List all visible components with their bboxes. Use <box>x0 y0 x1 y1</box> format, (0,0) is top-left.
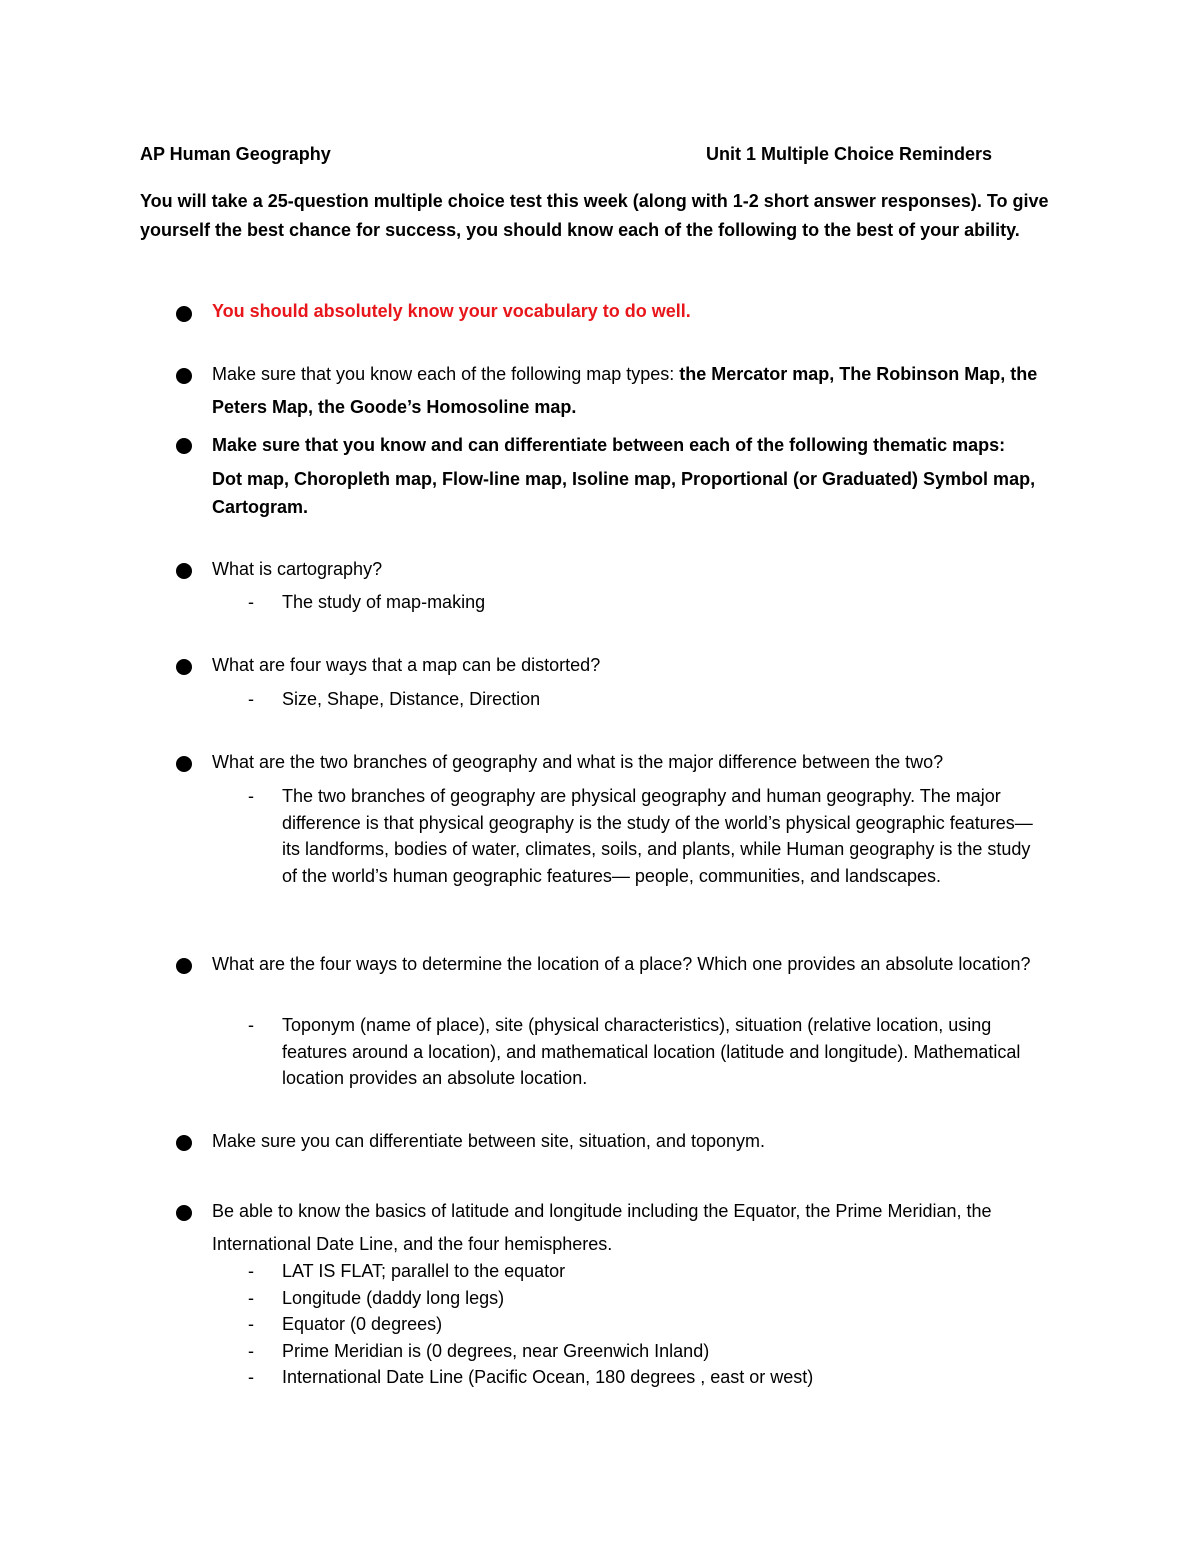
sub-item-text: Equator (0 degrees) <box>282 1314 443 1334</box>
bullet-dot <box>176 306 192 322</box>
bullet-map-types-list: the Mercator map, The Robinson Map, the Peters Map, the Goode’s Homosoline map. <box>212 364 1038 417</box>
sub-item <box>248 1364 1060 1391</box>
sub-item <box>248 1311 1060 1338</box>
sub-item-text: The two branches of geography are physical geography and human geography. The major difference is that physical geography is the study of the world’s physical geographic features—its landforms, bodies of water, climates, soils, and plants, while Human geography is the study of the world’s human geographic features— people, communities, and landscapes. <box>282 786 1033 886</box>
sub-list-location <box>248 1012 1060 1092</box>
bullet-thematic-maps <box>212 428 1062 521</box>
bullet-vocabulary: You should absolutely know your vocabulary to do well. <box>212 301 691 321</box>
bullet-dot <box>176 958 192 974</box>
bullet-branches: What are the two branches of geography and what is the major difference between the two? <box>212 752 944 772</box>
sub-item-text: Longitude (daddy long legs) <box>282 1287 505 1308</box>
sub-item-text: Prime Meridian is (0 degrees, near Greenwich Inland) <box>282 1340 710 1361</box>
dash-marker: - <box>248 1367 254 1387</box>
bullet-dot <box>176 368 192 384</box>
bullet-dot <box>176 756 192 772</box>
sub-item <box>248 1258 1060 1285</box>
dash-marker: - <box>248 689 254 709</box>
sub-list-cartography <box>248 589 1060 616</box>
unit-title: Unit 1 Multiple Choice Reminders <box>706 144 993 164</box>
sub-item <box>248 1012 1060 1092</box>
dash-marker: - <box>248 1287 254 1308</box>
bullet-cartography: What is cartography? <box>212 559 383 579</box>
dash-marker: - <box>248 786 254 806</box>
sub-item-text: The study of map-making <box>282 592 486 612</box>
sub-item-text: International Date Line (Pacific Ocean, 180 degrees , east or west) <box>282 1367 814 1387</box>
bullet-dot <box>176 659 192 675</box>
sub-item-text: LAT IS FLAT; parallel to the equator <box>282 1261 566 1281</box>
sub-item <box>248 589 1060 616</box>
sub-item <box>248 686 1060 713</box>
sub-item <box>248 783 1060 889</box>
bullet-site-situation: Make sure you can differentiate between site, situation, and toponym. <box>212 1131 765 1151</box>
bullet-distortion: What are four ways that a map can be distorted? <box>212 655 601 675</box>
sub-list-distortion <box>248 686 1060 713</box>
sub-item <box>248 1285 1060 1312</box>
sub-item-text: Toponym (name of place), site (physical characteristics), situation (relative location, using features around a location), and mathematical location (latitude and longitude). Mathematical location provides an absolute location. <box>282 1015 1021 1088</box>
sub-list-branches <box>248 783 1060 889</box>
bullet-dot <box>176 438 192 454</box>
bullet-dot <box>176 1135 192 1151</box>
sub-item-text: Size, Shape, Distance, Direction <box>282 689 541 709</box>
sub-item <box>248 1338 1060 1365</box>
dash-marker: - <box>248 1015 254 1035</box>
dash-marker: - <box>248 1261 254 1281</box>
course-title: AP Human Geography <box>140 144 331 164</box>
bullet-thematic-maps-list: Dot map, Choropleth map, Flow-line map, Isoline map, Proportional (or Graduated) Symbol map, Cartogram. <box>212 469 1036 517</box>
intro-paragraph: You will take a 25-question multiple choice test this week (along with 1-2 short answer responses). To give yourself the best chance for success, you should know each of the following to the best of your ability. <box>140 191 1049 240</box>
bullet-map-types-lead: Make sure that you know each of the following map types: <box>212 364 680 384</box>
dash-marker: - <box>248 1340 254 1361</box>
bullet-thematic-maps-lead: Make sure that you know and can differentiate between each of the following thematic maps: <box>212 435 1006 455</box>
bullet-dot <box>176 1205 192 1221</box>
bullet-location: What are the four ways to determine the location of a place? Which one provides an absolute location? <box>212 954 1031 974</box>
sub-list-lat-long <box>248 1258 1060 1391</box>
dash-marker: - <box>248 592 254 612</box>
dash-marker: - <box>248 1314 254 1334</box>
bullet-map-types <box>212 358 1062 424</box>
bullet-dot <box>176 563 192 579</box>
bullet-lat-long: Be able to know the basics of latitude and longitude including the Equator, the Prime Meridian, the International Date Line, and the four hemispheres. <box>212 1201 992 1254</box>
